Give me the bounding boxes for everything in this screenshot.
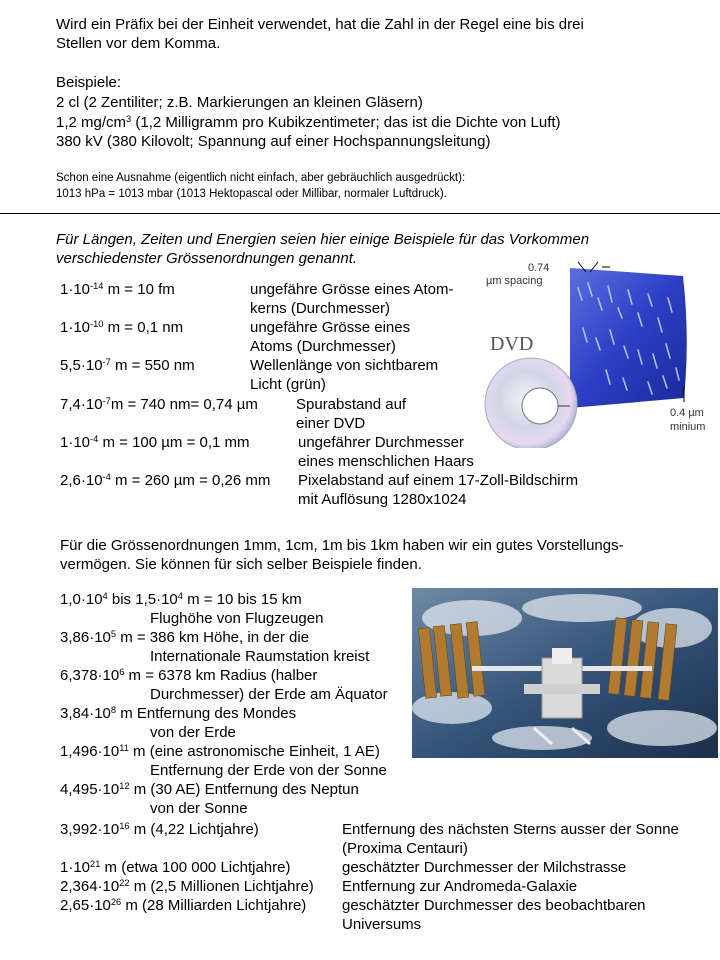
exponent: 26 [110, 896, 122, 907]
distance-description [60, 799, 420, 818]
minimum-value: 0.4 µm [670, 407, 704, 419]
value-row [60, 280, 500, 299]
intro-line-1: Wird ein Präfix bei der Einheit verwendet, hat die Zahl in der Regel eine bis drei [56, 16, 584, 33]
description-continued: mit Auflösung 1280x1024 [298, 491, 467, 508]
distance-description [60, 723, 420, 742]
exponent: 16 [119, 820, 130, 831]
magnitude-value: $3,992\cdot 10^{16}$ m (4,22 Lichtjahre) [60, 820, 259, 838]
intro-line-2: Stellen vor dem Komma. [56, 35, 221, 52]
value-row-continued [60, 299, 500, 318]
magnitude-value: $2,65\cdot 10^{26}$ m (28 Milliarden Lichtjahre) [60, 896, 307, 914]
description: geschätzter Durchmesser des beobachtbaren [342, 897, 646, 914]
dvd-pit-image [478, 258, 718, 448]
cosmic-scale-list [60, 820, 720, 934]
iss-photo [412, 588, 718, 758]
exponent: 5 [110, 628, 117, 639]
exponent: 11 [119, 742, 129, 753]
section3-intro-1: Für die Grössenordnungen 1mm, 1cm, 1m bis 1km haben wir ein gutes Vorstellungs- [60, 537, 624, 554]
space-station-image [412, 588, 718, 758]
description: Flughöhe von Flugzeugen [150, 610, 324, 627]
dvd-label: DVD [490, 333, 534, 355]
cosmic-row [60, 858, 720, 877]
description: ungefährer Durchmesser [298, 434, 464, 451]
description: Internationale Raumstation kreist [150, 648, 370, 665]
value-row [60, 471, 579, 490]
exponent: -4 [102, 471, 111, 482]
description: Spurabstand auf [296, 396, 407, 413]
value-row-continued [60, 375, 500, 394]
cosmic-row [60, 820, 720, 839]
description-continued: kerns (Durchmesser) [250, 300, 391, 317]
description: Pixelabstand auf einem 17-Zoll-Bildschirm [298, 472, 579, 489]
description: Durchmesser) der Erde am Äquator [150, 686, 388, 703]
distance-description [60, 647, 420, 666]
description-continued: Licht (grün) [250, 376, 326, 393]
exponent: 4 [177, 590, 183, 601]
magnitude-value: $7,4\cdot 10^{-7}m = 740$ nm= 0,74 µm [60, 395, 258, 413]
distance-row: $1,0\cdot 10^4$ bis $1,5\cdot 10^4$ m = 10 bis 15 km [60, 590, 302, 608]
magnitude-value: $2,364\cdot 10^{22}$ m (2,5 Millionen Lichtjahre) [60, 877, 314, 895]
description: von der Erde [150, 724, 236, 741]
description-continued: Atoms (Durchmesser) [250, 338, 396, 355]
magnitude-value: $2,6\cdot 10^{-4}$ m = 260 µm = 0,26 mm [60, 471, 271, 489]
value-row [60, 318, 500, 337]
description: ungefähre Grösse eines [250, 319, 411, 336]
exponent: -7 [102, 395, 111, 406]
section2-intro-1: Für Längen, Zeiten und Energien seien hier einige Beispiele für das Vorkommen [56, 231, 590, 248]
distance-row: $6,378\cdot 10^6$ m = 6378 km Radius (halber [60, 666, 318, 684]
cosmic-row-continued [60, 839, 720, 858]
value-row-continued [60, 337, 500, 356]
description-continued: einer DVD [296, 415, 366, 432]
example-cl: 2 cl (2 Zentiliter; z.B. Markierungen an kleinen Gläsern) [56, 94, 423, 111]
description-continued: eines menschlichen Haars [298, 453, 474, 470]
distance-row: $3,86\cdot 10^5$ m = 386 km Höhe, in der die [60, 628, 310, 646]
magnitude-value: $1\cdot 10^{-4}$ m = 100 µm = 0,1 mm [60, 433, 250, 451]
description: Entfernung der Erde von der Sonne [150, 762, 387, 779]
distance-row: $3,84\cdot 10^8$ m Entfernung des Mondes [60, 704, 297, 722]
description-continued: (Proxima Centauri) [342, 840, 468, 857]
divider [0, 213, 720, 214]
description: ungefähre Grösse eines Atom- [250, 281, 454, 298]
exponent: 21 [90, 858, 101, 869]
value-row [60, 433, 500, 452]
exponent: 8 [110, 704, 117, 715]
exponent: -4 [90, 433, 99, 444]
large-scale-list [60, 590, 420, 818]
value-row [60, 395, 500, 414]
value-row-continued [60, 490, 500, 509]
value-row-continued [60, 452, 500, 471]
magnitude-value: $1\cdot 10^{21}$ m (etwa 100 000 Lichtjahre) [60, 858, 291, 876]
exponent: 6 [119, 666, 125, 677]
exponent: -14 [90, 280, 104, 291]
description: Wellenlänge von sichtbarem [250, 357, 439, 374]
value-row [60, 356, 500, 375]
distance-row: $4,495\cdot 10^{12}$ m (30 AE) Entfernung des Neptun [60, 780, 359, 798]
exception-example: 1013 hPa = 1013 mbar (1013 Hektopascal oder Millibar, normaler Luftdruck). [56, 188, 447, 200]
example-kv: 380 kV (380 Kilovolt; Spannung auf einer Hochspannungsleitung) [56, 133, 491, 150]
cosmic-row [60, 877, 720, 896]
dvd-illustration [478, 258, 718, 448]
example-density: 1,2 $mg/cm^3$ (1,2 Milligramm pro Kubikzentimeter; das ist die Dichte von Luft) [56, 113, 561, 131]
exponent: -7 [102, 356, 111, 367]
description: geschätzter Durchmesser der Milchstrasse [342, 859, 627, 876]
exponent: -10 [90, 318, 104, 329]
minimum-unit: minium [670, 421, 706, 433]
description-continued: Universums [342, 916, 422, 933]
spacing-unit: µm spacing [486, 275, 543, 287]
value-row-continued [60, 414, 500, 433]
cosmic-row-continued [60, 915, 720, 934]
distance-description [60, 685, 420, 704]
exception-note: Schon eine Ausnahme (eigentlich nicht einfach, aber gebräuchlich ausgedrückt): [56, 172, 466, 184]
description: Entfernung des nächsten Sterns ausser der Sonne [342, 821, 679, 838]
section3-intro-2: vermögen. Sie können für sich selber Beispiele finden. [60, 556, 422, 573]
magnitude-value: $1\cdot 10^{-10}$ m = 0,1 nm [60, 318, 184, 336]
examples-title: Beispiele: [56, 74, 122, 91]
cosmic-row [60, 896, 720, 915]
spacing-value: 0.74 [528, 262, 550, 274]
exponent: 12 [119, 780, 130, 791]
exponent: 4 [102, 590, 108, 601]
description: Entfernung zur Andromeda-Galaxie [342, 878, 578, 895]
magnitude-value: $1\cdot 10^{-14}$ m = 10 fm [60, 280, 175, 298]
exponent: 22 [119, 877, 130, 888]
description: von der Sonne [150, 800, 248, 817]
distance-row: $1,496\cdot 10^{11}$ m (eine astronomische Einheit, 1 AE) [60, 742, 380, 760]
section2-intro-2: verschiedenster Grössenordnungen genannt. [56, 250, 358, 267]
distance-description [60, 761, 420, 780]
magnitude-value: $5,5\cdot 10^{-7}$ m = 550 nm [60, 356, 195, 374]
distance-description [60, 609, 420, 628]
